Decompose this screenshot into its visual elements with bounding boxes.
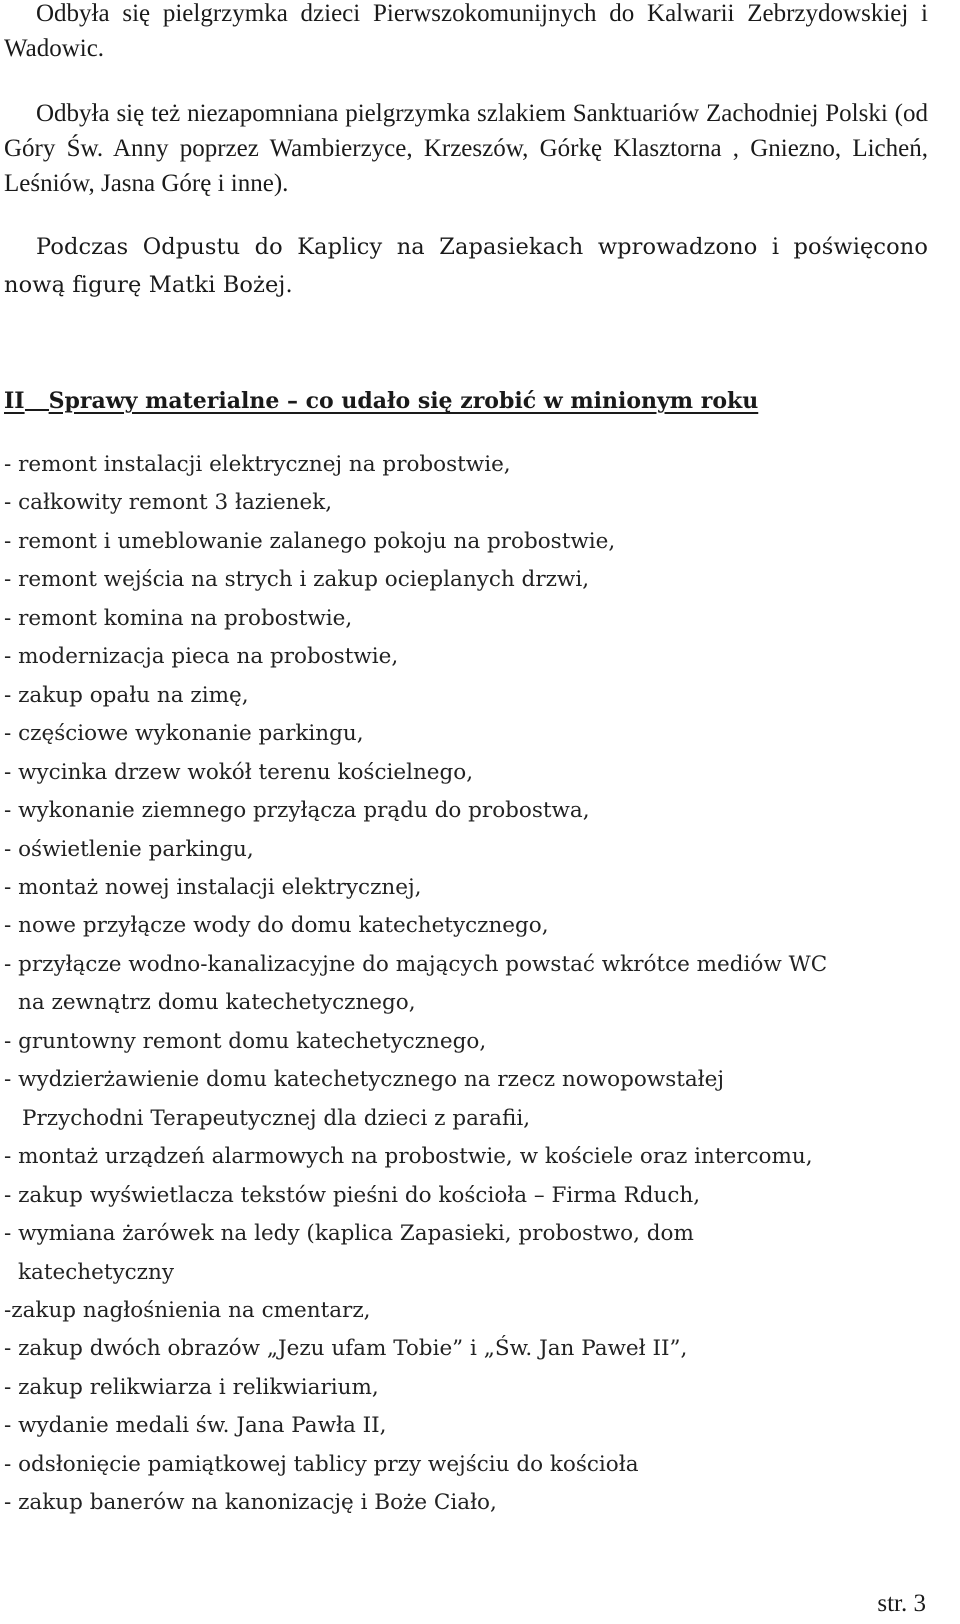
paragraph-chapel-statue: Podczas Odpustu do Kaplicy na Zapasiekach wprowadzono i poświęcono nową figurę Matki Bożej.: [4, 234, 928, 298]
list-item: [4, 1138, 934, 1176]
list-item-text: - zakup opału na zimę,: [4, 682, 249, 708]
list-item-text: - modernizacja pieca na probostwie,: [4, 644, 399, 670]
list-item: [4, 831, 934, 869]
page-number: str. 3: [877, 1590, 926, 1617]
list-item: [4, 1177, 934, 1215]
list-item-text: - nowe przyłącze wody do domu katechetycznego,: [4, 913, 549, 939]
list-item-text: - remont i umeblowanie zalanego pokoju na probostwie,: [4, 528, 616, 554]
list-item-text: - odsłonięcie pamiątkowej tablicy przy wejściu do kościoła: [4, 1451, 639, 1477]
list-item: [4, 1446, 934, 1484]
list-item-text: - gruntowny remont domu katechetycznego,: [4, 1028, 487, 1054]
list-item-text: -zakup nagłośnienia na cmentarz,: [4, 1297, 371, 1323]
list-item: [4, 869, 934, 907]
list-item: [4, 1369, 934, 1407]
list-item: [4, 484, 934, 522]
list-item: [4, 1407, 934, 1445]
list-item-text: - zakup banerów na kanonizację i Boże Ciało,: [4, 1490, 497, 1516]
section-number: II: [4, 388, 25, 414]
list-item: [4, 1061, 934, 1138]
list-item-text: - remont instalacji elektrycznej na probostwie,: [4, 452, 511, 477]
list-item-continuation: Przychodni Terapeutycznej dla dzieci z parafii,: [22, 1105, 531, 1131]
list-item: [4, 638, 934, 676]
list-item-continuation: katechetyczny: [18, 1259, 174, 1285]
list-item-text: - zakup wyświetlacza tekstów pieśni do kościoła – Firma Rduch,: [4, 1182, 701, 1208]
list-item-text: - montaż nowej instalacji elektrycznej,: [4, 874, 422, 900]
heading-underline-gap: [25, 385, 49, 411]
list-item: [4, 1292, 934, 1330]
list-item: [4, 1023, 934, 1061]
list-item: [4, 946, 934, 1023]
list-item: [4, 1215, 934, 1292]
list-item: [4, 523, 934, 561]
list-item-text: - całkowity remont 3 łazienek,: [4, 490, 333, 516]
list-item: [4, 677, 934, 715]
list-item-text: - przyłącze wodno-kanalizacyjne do mających powstać wkrótce mediów WC: [4, 951, 828, 977]
list-item-text: - wykonanie ziemnego przyłącza prądu do probostwa,: [4, 798, 590, 824]
section-heading: [4, 385, 904, 417]
list-item-text: - montaż urządzeń alarmowych na probostwie, w kościele oraz intercomu,: [4, 1144, 813, 1170]
list-item: [4, 1330, 934, 1368]
section-title: Sprawy materialne – co udało się zrobić w minionym roku: [48, 388, 759, 414]
list-item-text: - remont komina na probostwie,: [4, 605, 353, 631]
list-item: [4, 907, 934, 945]
list-item: [4, 715, 934, 753]
list-item: [4, 792, 934, 830]
list-item-text: - wymiana żarówek na ledy (kaplica Zapasieki, probostwo, dom: [4, 1221, 694, 1247]
list-item-continuation: na zewnątrz domu katechetycznego,: [18, 990, 416, 1016]
list-item: [4, 1484, 934, 1522]
list-item: [4, 561, 934, 599]
list-item: [4, 754, 934, 792]
list-item-text: - wydanie medali św. Jana Pawła II,: [4, 1413, 387, 1439]
list-item-text: - wycinka drzew wokół terenu kościelnego,: [4, 759, 474, 785]
material-works-list: [4, 446, 934, 1523]
list-item: [4, 600, 934, 638]
list-item-text: - remont wejścia na strych i zakup ocieplanych drzwi,: [4, 567, 590, 593]
paragraph-pilgrimage-sanctuaries: Odbyła się też niezapomniana pielgrzymka szlakiem Sanktuariów Zachodniej Polski (od Góry Św. Anny poprzez Wambierzyce, Krzeszów, Górkę Klasztorna , Gniezno, Licheń, Leśniów, Jasna Górę i inne).: [4, 100, 928, 197]
list-item-text: - zakup relikwiarza i relikwiarium,: [4, 1374, 379, 1400]
list-item-text: - oświetlenie parkingu,: [4, 836, 254, 862]
list-item-text: - częściowe wykonanie parkingu,: [4, 721, 364, 747]
list-item: [4, 446, 934, 484]
list-item-text: - wydzierżawienie domu katechetycznego na rzecz nowopowstałej: [4, 1067, 725, 1093]
list-item-text: - zakup dwóch obrazów „Jezu ufam Tobie” i „Św. Jan Paweł II”,: [4, 1336, 688, 1362]
paragraph-pilgrimage-children: Odbyła się pielgrzymka dzieci Pierwszokomunijnych do Kalwarii Zebrzydowskiej i Wadowic.: [4, 0, 928, 62]
